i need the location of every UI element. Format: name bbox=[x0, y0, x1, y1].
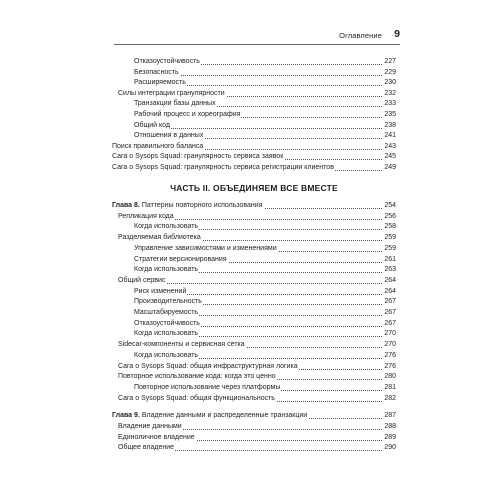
toc-entry-text: Повторное использование кода: когда это ценно bbox=[118, 373, 276, 381]
toc-entry-page: 254 bbox=[384, 202, 396, 209]
toc-entry-text: Общее владение bbox=[118, 444, 175, 452]
toc-entry bbox=[112, 78, 396, 88]
toc-entry-text: Когда использовать bbox=[134, 223, 199, 231]
toc-entry-page: 232 bbox=[384, 89, 396, 97]
toc-entry-text: Сага о Sysops Squad: общая инфраструктурная логика bbox=[118, 362, 298, 370]
toc-entry-text: Сага о Sysops Squad: общая функциональность bbox=[118, 394, 275, 402]
toc-entry-text: Сага о Sysops Squad: гранулярность сервиса заявок bbox=[112, 153, 284, 161]
toc-entry-text: Отказоустойчивость bbox=[134, 58, 200, 65]
toc-entry-title bbox=[118, 443, 175, 453]
toc-entry bbox=[112, 340, 396, 350]
toc-entry-page: 258 bbox=[384, 223, 396, 231]
toc-entry bbox=[112, 163, 396, 173]
toc-entry-title bbox=[134, 297, 203, 307]
toc-entry bbox=[112, 110, 396, 120]
toc-entry-title bbox=[112, 142, 204, 152]
toc-entry-page: 235 bbox=[384, 111, 396, 118]
toc-entry bbox=[112, 443, 396, 453]
toc-entry-page: 233 bbox=[384, 100, 396, 108]
toc-entry bbox=[112, 308, 396, 318]
toc-entry-page: 289 bbox=[384, 433, 396, 441]
toc-entry bbox=[112, 372, 396, 382]
toc-entry-page: 270 bbox=[384, 330, 396, 338]
toc-entry-page: 245 bbox=[384, 153, 396, 161]
toc-entry-text: Репликация кода bbox=[118, 212, 174, 220]
toc-entry-text: Единоличное владение bbox=[118, 433, 195, 441]
toc-entry-page: 264 bbox=[384, 276, 396, 284]
toc-entry-title bbox=[134, 110, 241, 120]
toc-entry bbox=[112, 319, 396, 329]
toc-entry bbox=[112, 351, 396, 361]
toc-entry-page: 230 bbox=[384, 79, 396, 87]
toc-entry-page: 281 bbox=[384, 383, 396, 391]
toc-entry bbox=[112, 212, 396, 222]
toc-entry-title bbox=[134, 329, 199, 339]
toc-entry-page: 270 bbox=[384, 341, 396, 349]
dot-leader bbox=[134, 128, 396, 129]
toc-entry-title bbox=[112, 201, 264, 211]
toc-entry-title bbox=[112, 411, 308, 421]
toc-entry-text: Общий код bbox=[134, 121, 170, 129]
toc-entry-page: 259 bbox=[384, 234, 396, 242]
toc-entry-text: Стратегии версионирования bbox=[134, 255, 227, 263]
toc-entry-text: Транзакции базы данных bbox=[134, 100, 216, 108]
page-number: 9 bbox=[394, 28, 400, 40]
toc-entry-title bbox=[134, 222, 199, 232]
toc-entry-page: 267 bbox=[384, 298, 396, 306]
part-title: ЧАСТЬ II. ОБЪЕДИНЯЕМ ВСЕ ВМЕСТЕ bbox=[170, 183, 338, 193]
toc-entry-text: Управление зависимостями и изменениями bbox=[134, 244, 277, 252]
toc-entry-title bbox=[118, 394, 276, 404]
toc-entry bbox=[112, 297, 396, 307]
toc-entry-title bbox=[112, 163, 335, 173]
toc-entry-text: Sidecar-компоненты и сервисная сетка bbox=[118, 341, 245, 349]
toc-entry-page: 229 bbox=[384, 68, 396, 76]
running-header bbox=[114, 28, 400, 45]
toc-entry-title bbox=[134, 383, 281, 393]
toc-entry-title bbox=[134, 99, 217, 109]
toc-entry bbox=[112, 383, 396, 393]
toc-entry-title bbox=[134, 57, 201, 67]
toc-entry-title bbox=[134, 351, 199, 361]
toc-entry bbox=[112, 255, 396, 265]
toc-entry-text: Сага о Sysops Squad: гранулярность сервиса регистрации клиентов bbox=[112, 164, 334, 171]
toc-entry-title bbox=[134, 244, 278, 254]
toc-entry-text: Отказоустойчивость bbox=[134, 319, 200, 327]
toc-entry-title bbox=[134, 131, 204, 141]
toc-entry bbox=[112, 99, 396, 109]
toc-entry-title bbox=[134, 308, 199, 318]
toc-entry-title bbox=[134, 121, 171, 131]
toc-entry-title bbox=[134, 265, 199, 275]
toc-entry-page: 282 bbox=[384, 394, 396, 402]
toc-entry-page: 287 bbox=[384, 412, 396, 420]
toc-entry-page: 280 bbox=[384, 373, 396, 381]
toc-entry-text: Безопасность bbox=[134, 68, 179, 76]
toc-entry-page: 227 bbox=[384, 58, 396, 65]
toc-entry bbox=[112, 265, 396, 275]
toc-entry bbox=[112, 142, 396, 152]
toc-entry-text: Расширяемость bbox=[134, 79, 186, 87]
toc-entry-text: Владение данными bbox=[118, 423, 182, 430]
toc-entry-title bbox=[134, 255, 228, 265]
toc-entry-title bbox=[134, 78, 187, 88]
toc-entry bbox=[112, 68, 396, 78]
toc-entry-title bbox=[118, 276, 166, 286]
toc-entry-page: 249 bbox=[384, 164, 396, 171]
toc-entry-page: 256 bbox=[384, 212, 396, 220]
toc-entry bbox=[112, 362, 396, 372]
toc-entry bbox=[112, 201, 396, 211]
toc-entry-page: 267 bbox=[384, 309, 396, 316]
toc-entry bbox=[112, 244, 396, 254]
toc-entry-title bbox=[118, 372, 277, 382]
toc-entry-text: Общий сервис bbox=[118, 276, 166, 284]
toc-entry-text: Повторное использование через платформы bbox=[134, 383, 281, 391]
toc-entry bbox=[112, 276, 396, 286]
toc-entry bbox=[112, 152, 396, 162]
toc-entry bbox=[112, 233, 396, 243]
toc-entry bbox=[112, 131, 396, 141]
toc-entry-title bbox=[112, 152, 284, 162]
toc-entry-title bbox=[118, 340, 246, 350]
toc-entry bbox=[112, 329, 396, 339]
toc-entry-title bbox=[134, 68, 180, 78]
toc-entry-page: 261 bbox=[384, 255, 396, 263]
toc-entry-title bbox=[118, 433, 196, 443]
toc-entry-title bbox=[118, 233, 202, 243]
toc-entry-text: Риск изменений bbox=[134, 287, 187, 295]
toc-entry-text: Отношения в данных bbox=[134, 132, 204, 140]
toc-entry-text: Когда использовать bbox=[134, 351, 199, 359]
toc-entry-text: Поиск правильного баланса bbox=[112, 142, 204, 150]
toc-entry-text: Силы интеграции гранулярности bbox=[118, 89, 225, 97]
toc-entry-page: 276 bbox=[384, 351, 396, 359]
toc-entry-text: Разделяемая библиотека bbox=[118, 234, 201, 242]
toc-entry bbox=[112, 89, 396, 99]
toc-entry-page: 290 bbox=[384, 444, 396, 452]
toc-entry-title bbox=[134, 319, 201, 329]
toc-entry-text: Когда использовать bbox=[134, 266, 199, 274]
toc-entry-page: 243 bbox=[384, 142, 396, 150]
chapter-label: Глава 9. bbox=[112, 412, 140, 420]
toc-entry bbox=[112, 411, 396, 421]
toc-entry-text: Когда использовать bbox=[134, 330, 199, 338]
toc-entry-title bbox=[118, 362, 299, 372]
toc-entry-title bbox=[118, 212, 175, 222]
toc-entry-page: 241 bbox=[384, 132, 396, 140]
toc-entry-text: Паттерны повторного использования bbox=[141, 202, 263, 209]
toc-entry bbox=[112, 394, 396, 404]
toc-entry-title bbox=[118, 89, 226, 99]
chapter-label: Глава 8. bbox=[112, 202, 140, 209]
toc-entry-title bbox=[118, 422, 183, 432]
toc-entry bbox=[112, 287, 396, 297]
toc-entry bbox=[112, 57, 396, 67]
toc-entry-page: 259 bbox=[384, 244, 396, 252]
toc-entry-page: 276 bbox=[384, 362, 396, 370]
toc-entry-page: 267 bbox=[384, 319, 396, 327]
header-title: Оглавление bbox=[339, 31, 382, 40]
toc-entry-text: Владение данными и распределенные транзакции bbox=[141, 412, 308, 420]
toc-entry-page: 238 bbox=[384, 121, 396, 129]
toc-entry-text: Рабочий процесс и хореография bbox=[134, 111, 241, 118]
toc-entry-page: 264 bbox=[384, 287, 396, 295]
toc-entry bbox=[112, 433, 396, 443]
toc-entry bbox=[112, 121, 396, 131]
toc-entry-title bbox=[134, 287, 187, 297]
toc-entry-text: Производительность bbox=[134, 298, 202, 306]
toc-entry bbox=[112, 422, 396, 432]
toc-entry-text: Масштабируемость bbox=[134, 309, 199, 316]
toc-entry bbox=[112, 222, 396, 232]
toc-entry-page: 263 bbox=[384, 266, 396, 274]
toc-entry-page: 288 bbox=[384, 423, 396, 430]
